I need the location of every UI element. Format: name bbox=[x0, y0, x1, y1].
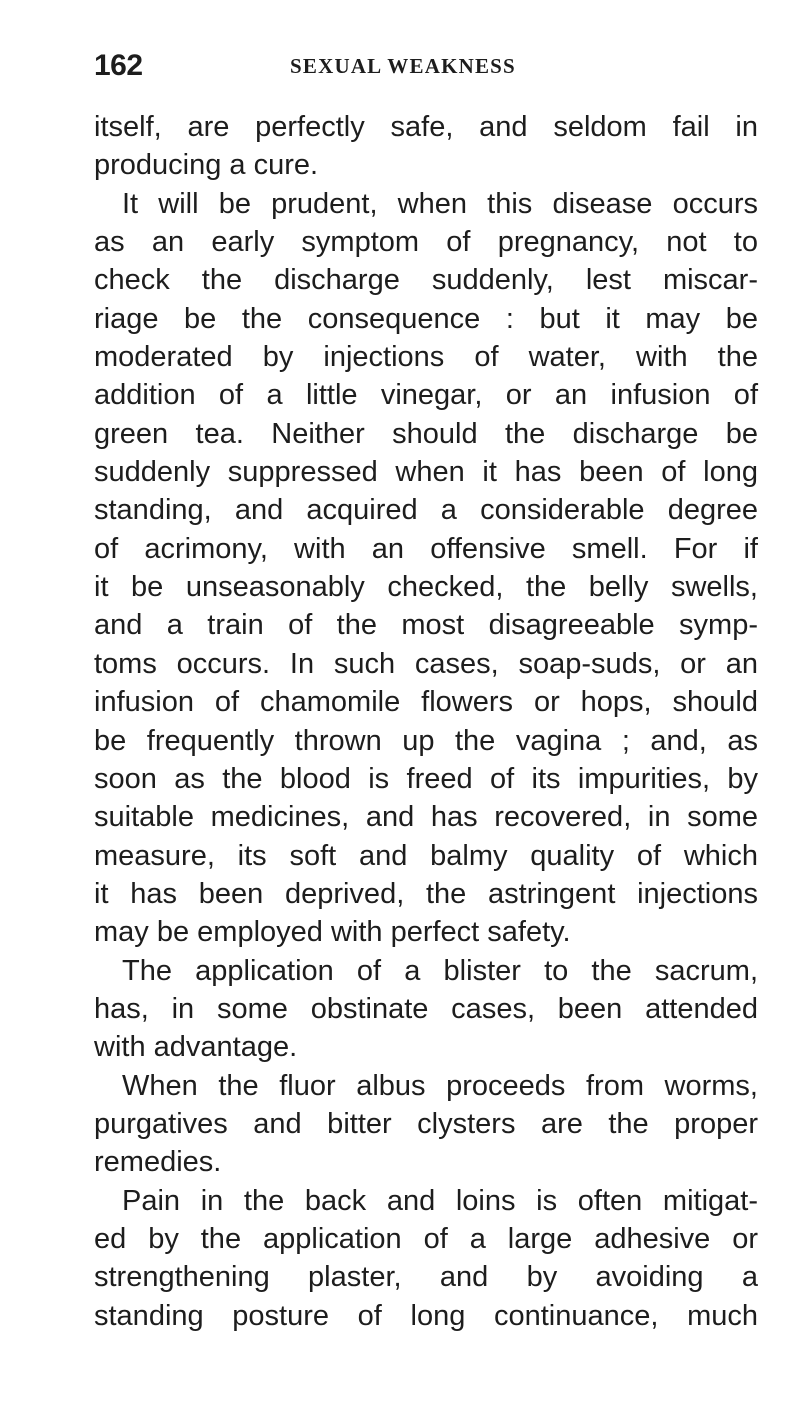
text-line: suitable medicines, and has recovered, in some bbox=[94, 801, 758, 834]
text-line: The application of a blister to the sacrum, bbox=[122, 954, 758, 987]
text-line: moderated by injections of water, with the bbox=[94, 341, 758, 374]
text-line: standing, and acquired a considerable degree bbox=[94, 494, 758, 527]
text-line: has, in some obstinate cases, been attended bbox=[94, 992, 758, 1025]
text-line: soon as the blood is freed of its impurities, by bbox=[94, 762, 758, 795]
text-line: ed by the application of a large adhesive or bbox=[94, 1222, 758, 1255]
text-line: remedies. bbox=[94, 1146, 222, 1179]
text-line: purgatives and bitter clysters are the proper bbox=[94, 1107, 758, 1140]
text-line: producing a cure. bbox=[94, 149, 319, 182]
text-line: with advantage. bbox=[94, 1031, 298, 1064]
running-head bbox=[94, 46, 756, 86]
text-line: be frequently thrown up the vagina ; and, as bbox=[94, 724, 758, 757]
page-number: 162 bbox=[94, 49, 143, 82]
text-line: riage be the consequence : but it may be bbox=[94, 302, 758, 335]
text-line: of acrimony, with an offensive smell. For if bbox=[94, 532, 758, 565]
text-line: itself, are perfectly safe, and seldom fail in bbox=[94, 111, 758, 143]
text-line: and a train of the most disagreeable symp- bbox=[94, 609, 758, 642]
text-line: green tea. Neither should the discharge be bbox=[94, 417, 758, 450]
text-line: as an early symptom of pregnancy, not to bbox=[94, 226, 758, 259]
text-line: suddenly suppressed when it has been of long bbox=[94, 456, 758, 489]
text-line: check the discharge suddenly, lest miscar- bbox=[94, 264, 758, 297]
text-line: standing posture of long continuance, much bbox=[94, 1299, 758, 1332]
text-line: strengthening plaster, and by avoiding a bbox=[94, 1261, 758, 1294]
running-title: SEXUAL WEAKNESS bbox=[290, 54, 516, 78]
text-line: measure, its soft and balmy quality of which bbox=[94, 839, 758, 872]
body-text bbox=[94, 108, 758, 1335]
text-line: Pain in the back and loins is often mitigat- bbox=[122, 1184, 758, 1217]
text-line: it has been deprived, the astringent injections bbox=[94, 877, 758, 910]
text-line: may be employed with perfect safety. bbox=[94, 916, 571, 949]
text-line: addition of a little vinegar, or an infusion of bbox=[94, 379, 758, 412]
text-line: toms occurs. In such cases, soap-suds, or an bbox=[94, 647, 758, 680]
text-line: When the fluor albus proceeds from worms, bbox=[122, 1069, 758, 1102]
text-line: infusion of chamomile flowers or hops, should bbox=[94, 686, 758, 719]
text-line: it be unseasonably checked, the belly swells, bbox=[94, 571, 758, 604]
text-line: It will be prudent, when this disease occurs bbox=[122, 187, 758, 220]
